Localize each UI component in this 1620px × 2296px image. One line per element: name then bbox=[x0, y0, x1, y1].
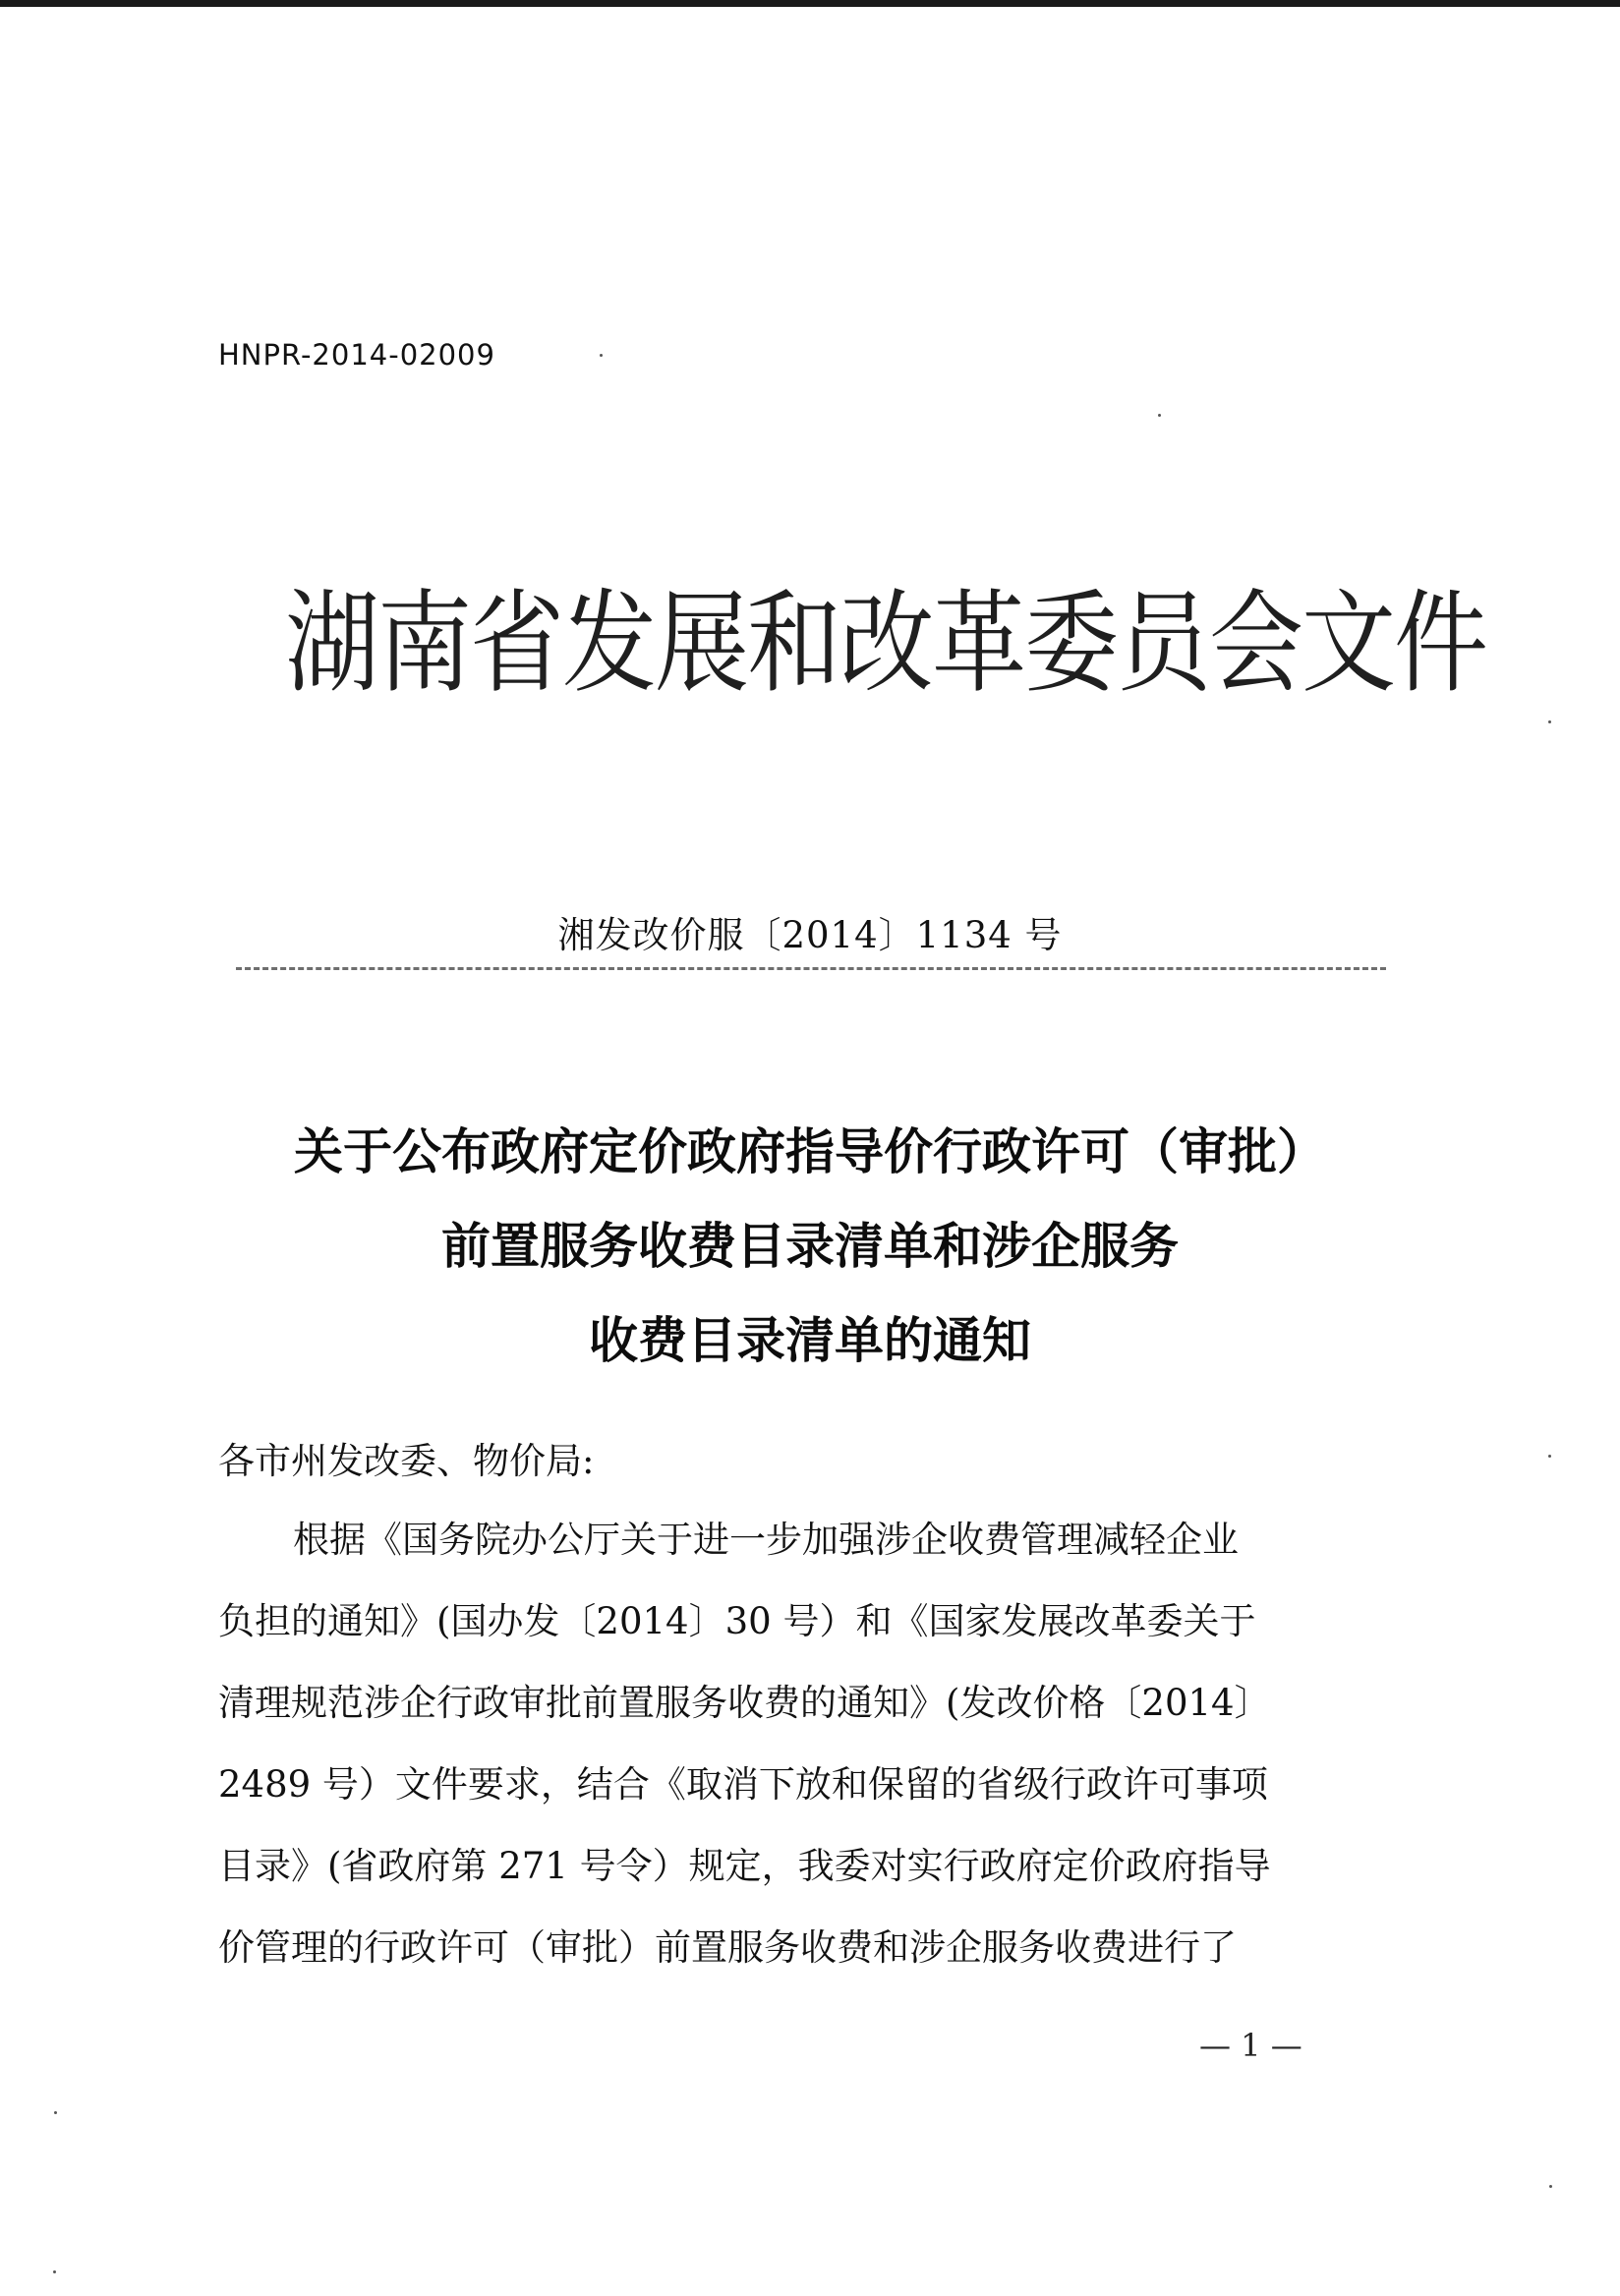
salutation: 各市州发改委、物价局: bbox=[218, 1440, 595, 1482]
scan-speck bbox=[1548, 720, 1551, 723]
page-number: — 1 — bbox=[1199, 2027, 1302, 2064]
scan-speck bbox=[1548, 1455, 1551, 1458]
scan-speck bbox=[600, 354, 603, 357]
document-number: 湘发改价服〔2014〕1134 号 bbox=[557, 914, 1063, 956]
notice-title bbox=[0, 1105, 1620, 1388]
title-line-3: 收费目录清单的通知 bbox=[589, 1311, 1031, 1369]
top-border-rule bbox=[0, 0, 1620, 7]
body-line: 目录》(省政府第 271 号令）规定，我委对实行政府定价政府指导 bbox=[218, 1845, 1271, 1887]
header-separator-line bbox=[236, 967, 1386, 970]
scan-speck bbox=[1158, 414, 1161, 417]
body-paragraph bbox=[218, 1499, 1378, 1988]
title-line-1: 关于公布政府定价政府指导价行政许可（审批） bbox=[294, 1122, 1326, 1180]
scan-speck bbox=[53, 2270, 56, 2273]
body-line: 价管理的行政许可（审批）前置服务收费和涉企服务收费进行了 bbox=[218, 1926, 1237, 1969]
title-line-2: 前置服务收费目录清单和涉企服务 bbox=[441, 1217, 1179, 1275]
body-line: 根据《国务院办公厅关于进一步加强涉企收费管理减轻企业 bbox=[293, 1519, 1239, 1561]
scan-speck bbox=[1549, 2185, 1552, 2188]
issuer-masthead: 湖南省发展和改革委员会文件 bbox=[285, 578, 1486, 709]
document-code: HNPR-2014-02009 bbox=[218, 338, 495, 372]
scan-speck bbox=[54, 2111, 57, 2114]
body-line: 清理规范涉企行政审批前置服务收费的通知》(发改价格〔2014〕 bbox=[218, 1682, 1271, 1724]
body-line: 2489 号）文件要求，结合《取消下放和保留的省级行政许可事项 bbox=[218, 1763, 1268, 1806]
body-line: 负担的通知》(国办发〔2014〕30 号）和《国家发展改革委关于 bbox=[218, 1600, 1256, 1642]
